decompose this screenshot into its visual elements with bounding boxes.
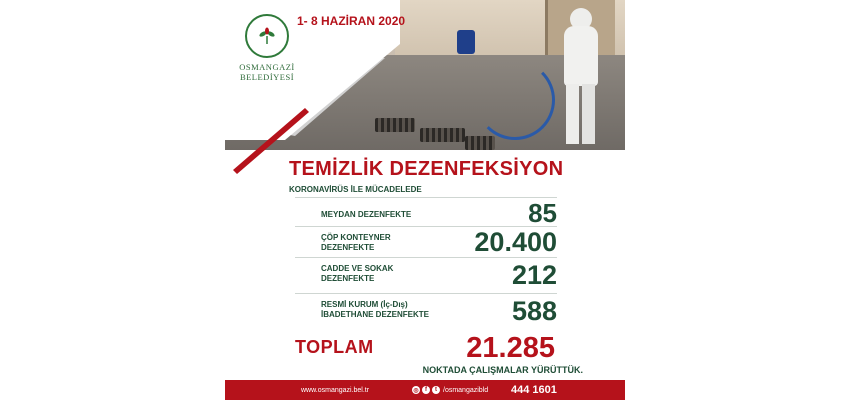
phone-number[interactable]: 444 1601 [511, 384, 557, 396]
stat-row [295, 293, 557, 329]
stat-label: CADDE VE SOKAK DEZENFEKTE [321, 264, 394, 283]
stat-row [295, 197, 557, 228]
facebook-icon[interactable]: f [422, 386, 430, 394]
total-note: NOKTADA ÇALIŞMALAR YÜRÜTTÜK. [422, 365, 583, 375]
blue-barrel [457, 30, 475, 54]
date-range: 1- 8 HAZİRAN 2020 [297, 14, 406, 28]
page-title: TEMİZLİK DEZENFEKSİYON [289, 158, 564, 180]
page-subtitle: KORONAVİRÜS İLE MÜCADELEDE [289, 185, 422, 194]
social-icons [412, 386, 440, 394]
logo-name [237, 62, 297, 82]
logo-emblem [245, 14, 289, 58]
logo-name-line2: BELEDİYESİ [239, 72, 295, 82]
instagram-icon[interactable]: ◎ [413, 387, 419, 394]
stat-value: 85 [528, 198, 557, 228]
stat-value: 588 [511, 296, 557, 326]
stat-label: RESMİ KURUM (İç-Dış) İBADETHANE DEZENFEKTE [321, 300, 430, 319]
spray-hose [475, 60, 555, 140]
worker-in-protective-suit [560, 8, 602, 148]
footer-bar [225, 380, 625, 400]
drain-grate [420, 128, 465, 142]
stat-label: ÇÖP KONTEYNER DEZENFEKTE [321, 233, 391, 252]
stat-value: 20.400 [474, 227, 557, 257]
total-value: 21.285 [466, 332, 555, 364]
logo-name-line1: OSMANGAZİ [239, 62, 295, 72]
tree-icon [257, 26, 277, 46]
stat-row [295, 226, 557, 258]
drain-grate [465, 136, 495, 150]
stat-label: MEYDAN DEZENFEKTE [321, 210, 412, 219]
stat-row [295, 257, 557, 293]
total-label: TOPLAM [295, 337, 374, 357]
website-link[interactable]: www.osmangazi.bel.tr [301, 386, 370, 394]
twitter-icon[interactable]: t [432, 386, 440, 394]
municipality-logo [237, 14, 297, 84]
drain-grate [375, 118, 415, 132]
social-handle[interactable]: /osmangazibld [443, 386, 489, 394]
stat-value: 212 [511, 260, 557, 290]
infographic-card [225, 0, 625, 400]
